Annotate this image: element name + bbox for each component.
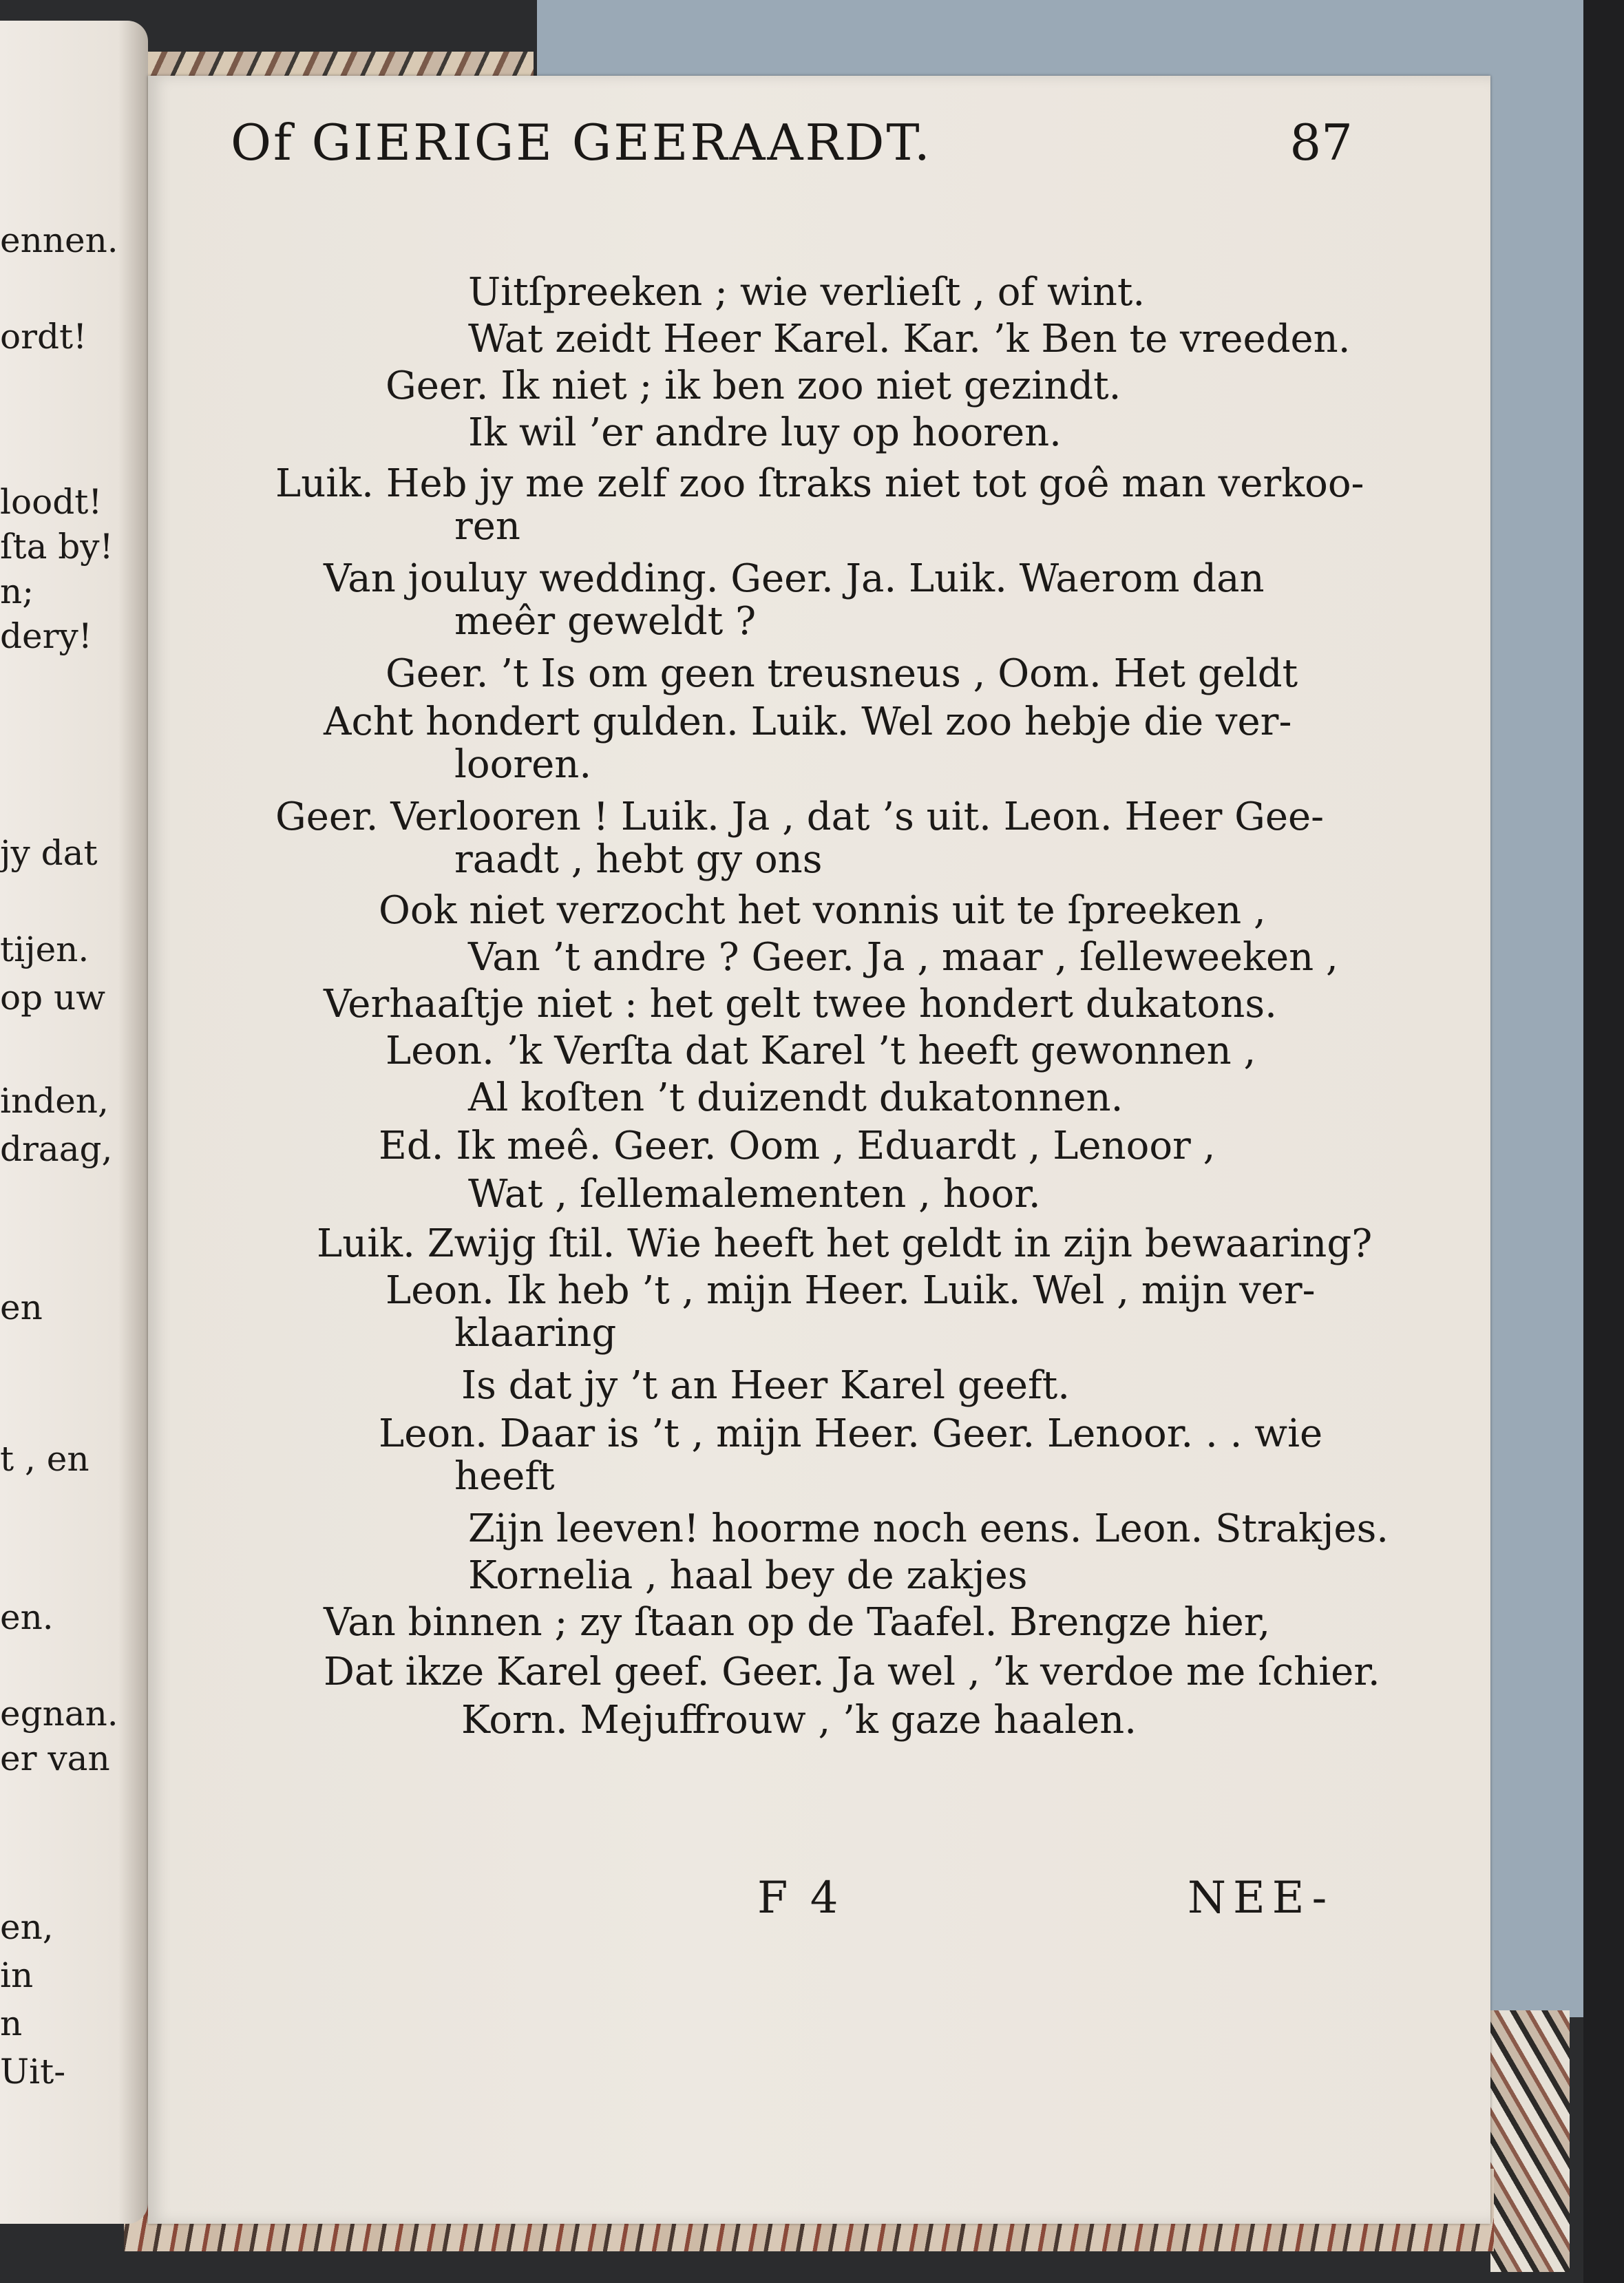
- left-page-fragment: dery!: [0, 616, 92, 656]
- verse-line: Ook niet verzocht het vonnis uit te ſpreeken ,: [379, 888, 1266, 933]
- left-page-fragment: en,: [0, 1907, 54, 1947]
- left-page-fragment: en.: [0, 1597, 54, 1637]
- verse-line: ren: [454, 504, 520, 549]
- verse-line: Luik. Zwijg ſtil. Wie heeft het geldt in zijn bewaaring?: [317, 1221, 1373, 1266]
- left-page-fragment: Uit-: [0, 2052, 66, 2092]
- marbled-cover-right: [1490, 2010, 1570, 2272]
- verse-line: heeft: [454, 1454, 555, 1499]
- verse-line: Van ’t andre ? Geer. Ja , maar , ſelleweeken ,: [468, 935, 1338, 980]
- verse-line: Uitſpreeken ; wie verlieſt , of wint.: [468, 270, 1146, 315]
- page-number: 87: [1289, 114, 1353, 171]
- verse-line: Zijn leeven! hoorme noch eens. Leon. Strakjes.: [468, 1506, 1389, 1551]
- catchword: NEE-: [1188, 1873, 1334, 1924]
- verse-line: raadt , hebt gy ons: [454, 837, 823, 882]
- verse-line: Dat ikze Karel geef. Geer. Ja wel , ’k verdoe me ſchier.: [324, 1650, 1380, 1694]
- verse-line: Van jouluy wedding. Geer. Ja. Luik. Waerom dan: [324, 556, 1265, 601]
- left-page-fragment: jy dat: [0, 833, 98, 873]
- verse-line: Is dat jy ’t an Heer Karel geeft.: [461, 1363, 1071, 1408]
- left-page-fragment: tijen.: [0, 929, 89, 969]
- verse-line: Verhaaſtje niet : het gelt twee hondert dukatons.: [324, 982, 1277, 1027]
- left-page-fragment: n;: [0, 571, 34, 611]
- running-head: Of GIERIGE GEERAARDT.: [231, 114, 932, 171]
- verse-line: Geer. Verlooren ! Luik. Ja , dat ’s uit. Leon. Heer Gee-: [275, 795, 1325, 839]
- verse-line: looren.: [454, 742, 592, 787]
- left-page-fragment: egnan.: [0, 1694, 118, 1734]
- verse-line: Wat zeidt Heer Karel. Kar. ’k Ben te vreeden.: [468, 317, 1351, 361]
- verse-line: Luik. Heb jy me zelf zoo ſtraks niet tot goê man verkoo-: [275, 461, 1364, 506]
- left-page-fragment: n: [0, 2003, 23, 2043]
- left-page-fragment: ſta by!: [0, 527, 114, 567]
- verse-line: Van binnen ; zy ſtaan op de Taafel. Brengze hier,: [324, 1600, 1271, 1645]
- signature-mark: F 4: [757, 1873, 843, 1924]
- left-page-fragment: inden,: [0, 1081, 109, 1121]
- left-page-fragment: loodt!: [0, 482, 103, 522]
- verse-line: Wat , ſellemalementen , hoor.: [468, 1172, 1041, 1217]
- verse-line: Korn. Mejuffrouw , ’k gaze haalen.: [461, 1698, 1137, 1743]
- verse-line: Acht hondert gulden. Luik. Wel zoo hebje die ver-: [324, 699, 1292, 744]
- left-page-fragment: er van: [0, 1738, 110, 1778]
- left-page-fragment: ennen.: [0, 220, 118, 260]
- verse-line: Leon. Ik heb ’t , mijn Heer. Luik. Wel , mijn ver-: [386, 1268, 1316, 1313]
- verse-line: Al koſten ’t duizendt dukatonnen.: [468, 1075, 1124, 1120]
- verse-line: Ed. Ik meê. Geer. Oom , Eduardt , Lenoor ,: [379, 1124, 1216, 1168]
- verse-line: Geer. ’t Is om geen treusneus , Oom. Het geldt: [386, 651, 1298, 696]
- left-page: [0, 21, 148, 2224]
- background-table-edge: [1583, 0, 1624, 2283]
- verse-line: Leon. ’k Verſta dat Karel ’t heeft gewonnen ,: [386, 1029, 1256, 1073]
- left-page-fragment: in: [0, 1955, 34, 1995]
- left-page-fragment: ordt!: [0, 317, 87, 357]
- left-page-fragment: en: [0, 1287, 43, 1327]
- verse-line: Leon. Daar is ’t , mijn Heer. Geer. Lenoor. . . wie: [379, 1411, 1323, 1456]
- page-header: [231, 114, 1353, 176]
- left-page-fragment: op uw: [0, 978, 106, 1018]
- verse-line: Ik wil ’er andre luy op hooren.: [468, 410, 1062, 455]
- verse-line: Geer. Ik niet ; ik ben zoo niet gezindt.: [386, 364, 1121, 408]
- verse-line: klaaring: [454, 1311, 617, 1356]
- verse-line: Kornelia , haal bey de zakjes: [468, 1553, 1028, 1598]
- left-page-fragment: draag,: [0, 1129, 113, 1169]
- left-page-fragment: t , en: [0, 1439, 89, 1479]
- verse-line: meêr geweldt ?: [454, 599, 757, 644]
